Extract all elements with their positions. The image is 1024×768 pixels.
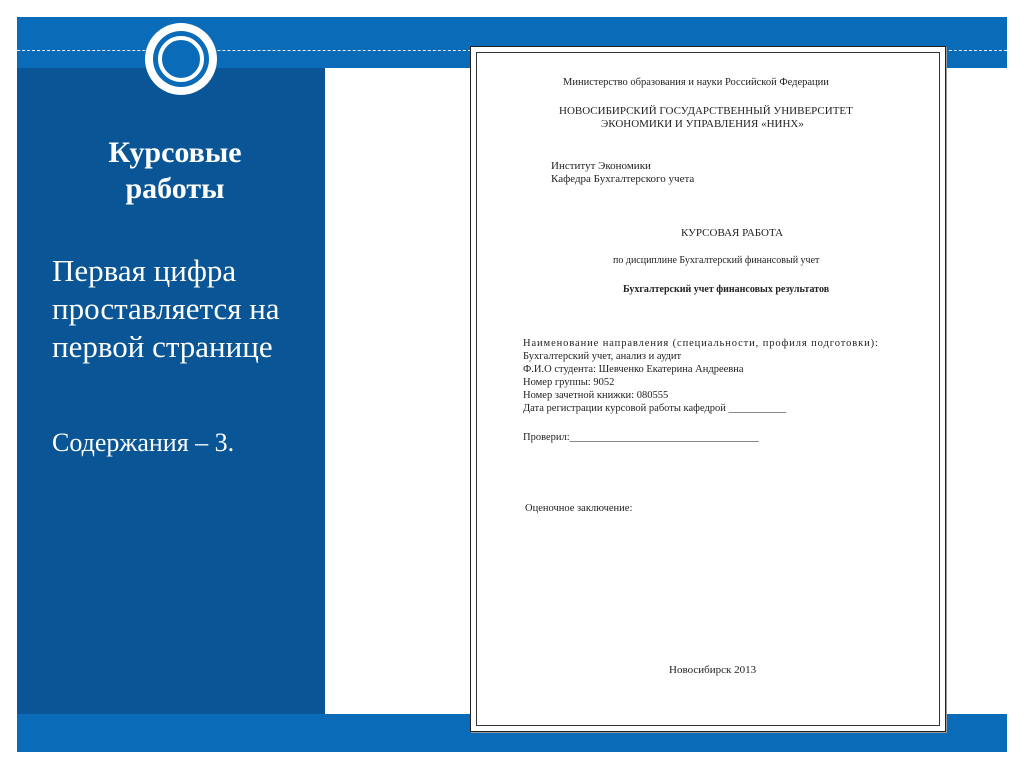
doc-field-registration-date: Дата регистрации курсовой работы кафедрой ___________ — [523, 403, 787, 414]
doc-ministry: Министерство образования и науки Российской Федерации — [563, 77, 829, 88]
doc-evaluation: Оценочное заключение: — [525, 503, 633, 514]
doc-topic: Бухгалтерский учет финансовых результатов — [623, 284, 830, 295]
doc-institute: Институт Экономики — [551, 160, 651, 172]
doc-city-year: Новосибирск 2013 — [669, 664, 757, 676]
doc-discipline: по дисциплине Бухгалтерский финансовый учет — [613, 255, 820, 266]
doc-field-direction: Наименование направления (специальности, профиля подготовки): — [523, 338, 879, 349]
doc-work-type: КУРСОВАЯ РАБОТА — [681, 227, 784, 239]
document-inner-border — [476, 52, 940, 726]
slide-subtext: Содержания – 3. — [52, 428, 235, 457]
doc-field-group: Номер группы: 9052 — [523, 377, 615, 388]
doc-department: Кафедра Бухгалтерского учета — [551, 173, 695, 185]
doc-field-specialty: Бухгалтерский учет, анализ и аудит — [523, 351, 682, 362]
decorative-circle-inner — [158, 36, 204, 82]
slide-body-text: Первая цифра проставляется на первой странице — [52, 253, 280, 364]
doc-university-line1: НОВОСИБИРСКИЙ ГОСУДАРСТВЕННЫЙ УНИВЕРСИТЕТ — [559, 105, 853, 117]
doc-field-student: Ф.И.О студента: Шевченко Екатерина Андреевна — [523, 364, 744, 375]
slide-title: Курсовые работы — [108, 136, 242, 205]
doc-checked: Проверил:____________________________________ — [523, 432, 759, 443]
doc-field-record-book: Номер зачетной книжки: 080555 — [523, 390, 669, 401]
doc-university-line2: ЭКОНОМИКИ И УПРАВЛЕНИЯ «НИНХ» — [601, 118, 804, 130]
